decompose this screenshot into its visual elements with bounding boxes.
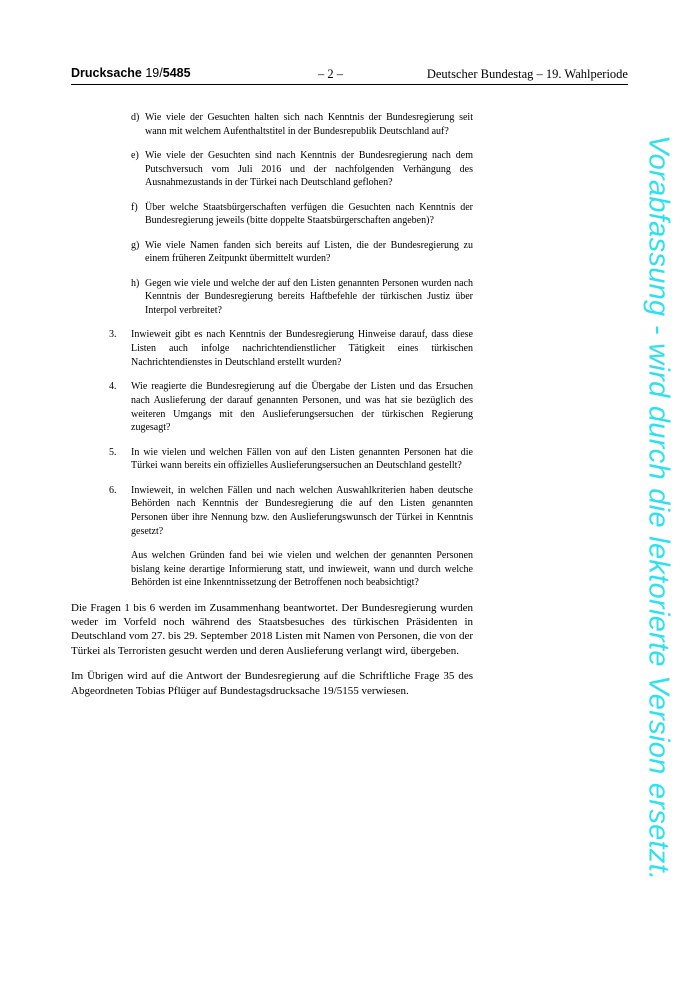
issuer-label: Deutscher Bundestag – 19. Wahlperiode <box>426 67 628 81</box>
document-number: Drucksache 19/5485 <box>71 66 191 80</box>
sub-question-g <box>131 239 473 266</box>
question-marker: 3. <box>109 329 117 341</box>
question-followup-text: Aus welchen Gründen fand bei wie vielen und welchen der genannten Personen bislang keine derartige Informierung statt, und inwieweit, wann und durch welche Behörden ist eine Inkenntnissetzung der Betroffenen noch beabsichtigt? <box>131 549 473 589</box>
sub-question-h <box>131 277 473 318</box>
answer-paragraph: Im Übrigen wird auf die Antwort der Bundesregierung auf die Schriftliche Frage 35 des Abgeordneten Tobias Pflüger auf Bundestagsdrucksache 19/5155 verwiesen. <box>71 670 473 697</box>
sub-question-marker: e) <box>131 150 139 161</box>
sub-question-text: Wie viele der Gesuchten halten sich nach Kenntnis der Bundesregierung seit wann mit welchem Aufenthaltstitel in der Bundesrepublik Deutschland auf? <box>145 112 473 137</box>
question-text: In wie vielen und welchen Fällen von auf den Listen genannten Personen hat die Türkei wann bereits ein offizielles Auslieferungsersuchen an Deutschland gestellt? <box>131 446 473 472</box>
question-5 <box>109 446 473 473</box>
sub-question-f <box>131 201 473 228</box>
document-body <box>71 111 473 709</box>
answer-paragraph: Die Fragen 1 bis 6 werden im Zusammenhang beantwortet. Der Bundesregierung wurden weder im Vorfeld noch während des Staatsbesuches des türkischen Präsidenten in Deutschland vom 27. bis 29. September 2018 Listen mit Namen von Personen, die von der Türkei als Terroristen gesucht werden und deren Auslieferung verlangt wird, übergeben. <box>71 601 473 657</box>
question-text: Inwieweit, in welchen Fällen und nach welchen Auswahlkriterien haben deutsche Behörden nach Kenntnis der Bundesregierung die auf den Listen genannten Personen über ihre Nennung bzw. den Auslieferungswunsch der Türkei in Kenntnis gesetzt? <box>131 484 473 537</box>
sub-question-marker: g) <box>131 239 140 251</box>
sub-question-text: Wie viele der Gesuchten sind nach Kenntnis der Bundesregierung nach dem Putschversuch vom Juli 2016 und der nachfolgenden Verhängung des Ausnahmezustands in der Türkei nach Deutschland geflohen? <box>145 150 473 189</box>
question-text: Wie reagierte die Bundesregierung auf die Übergabe der Listen und das Ersuchen nach Auslieferung der darauf genannten Personen, und was hat sie bezüglich des weiteren Umgangs mit den Auslieferungsersuchen der türkischen Regierung zugesagt? <box>131 381 473 434</box>
question-marker: 5. <box>109 446 117 458</box>
question-marker: 6. <box>109 484 117 496</box>
question-text: Inwieweit gibt es nach Kenntnis der Bundesregierung Hinweise darauf, dass diese Listen auch infolge nachrichtendienstlicher Tätigkeit eines türkischen Nachrichtendienstes in Deutschland erstellt wurden? <box>131 329 473 368</box>
sub-question-text: Wie viele Namen fanden sich bereits auf Listen, die der Bundesregierung zu einem früheren Zeitpunkt übermittelt wurden? <box>145 239 473 265</box>
draft-watermark <box>637 104 679 912</box>
sub-question-marker: d) <box>131 112 140 123</box>
sub-question-marker: h) <box>131 277 140 289</box>
question-3 <box>109 328 473 369</box>
question-6 <box>109 484 473 591</box>
sub-question-d <box>131 111 473 138</box>
question-4 <box>109 380 473 435</box>
sub-question-marker: f) <box>131 201 138 213</box>
question-marker: 4. <box>109 381 117 393</box>
sub-question-e <box>131 149 473 190</box>
sub-question-text: Gegen wie viele und welche der auf den Listen genannten Personen wurden nach Kenntnis der Bundesregierung bereits Haftbefehle der türkischen Justiz über Interpol verbreitet? <box>145 277 473 317</box>
page-number: – 2 – <box>318 67 343 81</box>
sub-question-text: Über welche Staatsbürgerschaften verfügen die Gesuchten nach Kenntnis der Bundesregierung jeweils (bitte doppelte Staatsbürgerschaften angeben)? <box>145 201 473 227</box>
watermark-text: Vorabfassung - wird durch die lektorierte Version ersetzt. <box>642 135 675 881</box>
page-header <box>71 64 628 85</box>
